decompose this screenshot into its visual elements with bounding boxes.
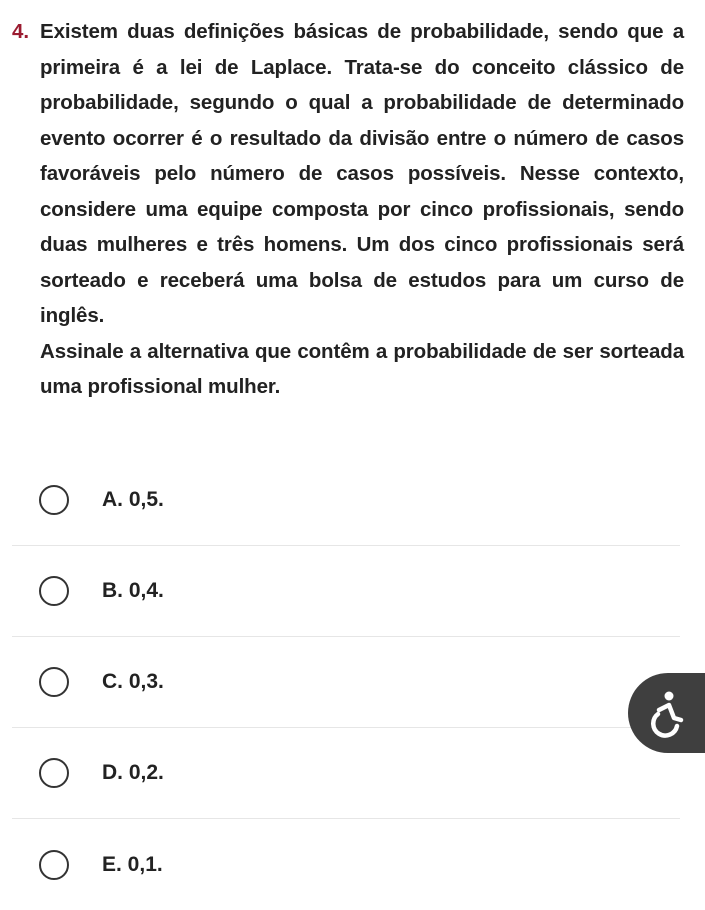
question-prompt: Assinale a alternativa que contêm a probabilidade de ser sorteada uma profissional mulher. [40,339,684,398]
answer-options [12,455,680,910]
question [12,14,684,405]
option-label: E. 0,1. [102,852,163,876]
option-d[interactable] [12,728,680,819]
question-text [40,14,684,405]
question-number: 4. [12,20,30,43]
radio-button[interactable] [39,485,69,515]
option-label: A. 0,5. [102,488,164,511]
option-label: D. 0,2. [102,761,164,784]
accessibility-icon [645,688,689,738]
radio-button[interactable] [39,667,69,697]
radio-button[interactable] [39,576,69,606]
option-label: B. 0,4. [102,579,164,602]
option-label: C. 0,3. [102,670,164,693]
radio-button[interactable] [39,850,69,880]
option-a[interactable] [12,455,680,546]
option-e[interactable] [12,819,680,910]
accessibility-button[interactable] [628,673,705,753]
option-c[interactable] [12,637,680,728]
radio-button[interactable] [39,758,69,788]
question-paragraph: Existem duas definições básicas de probabilidade, sendo que a primeira é a lei de Laplace. Trata-se do conceito clássico de probabilidade, segundo o qual a probabilidade de determinado evento ocorrer é o resultado da divisão entre o número de casos favoráveis pelo número de casos possíveis. Nesse contexto, considere uma equipe composta por cinco profissionais, sendo duas mulheres e três homens. Um dos cinco profissionais será sorteado e receberá uma bolsa de estudos para um curso de inglês. [40,20,684,327]
option-b[interactable] [12,546,680,637]
